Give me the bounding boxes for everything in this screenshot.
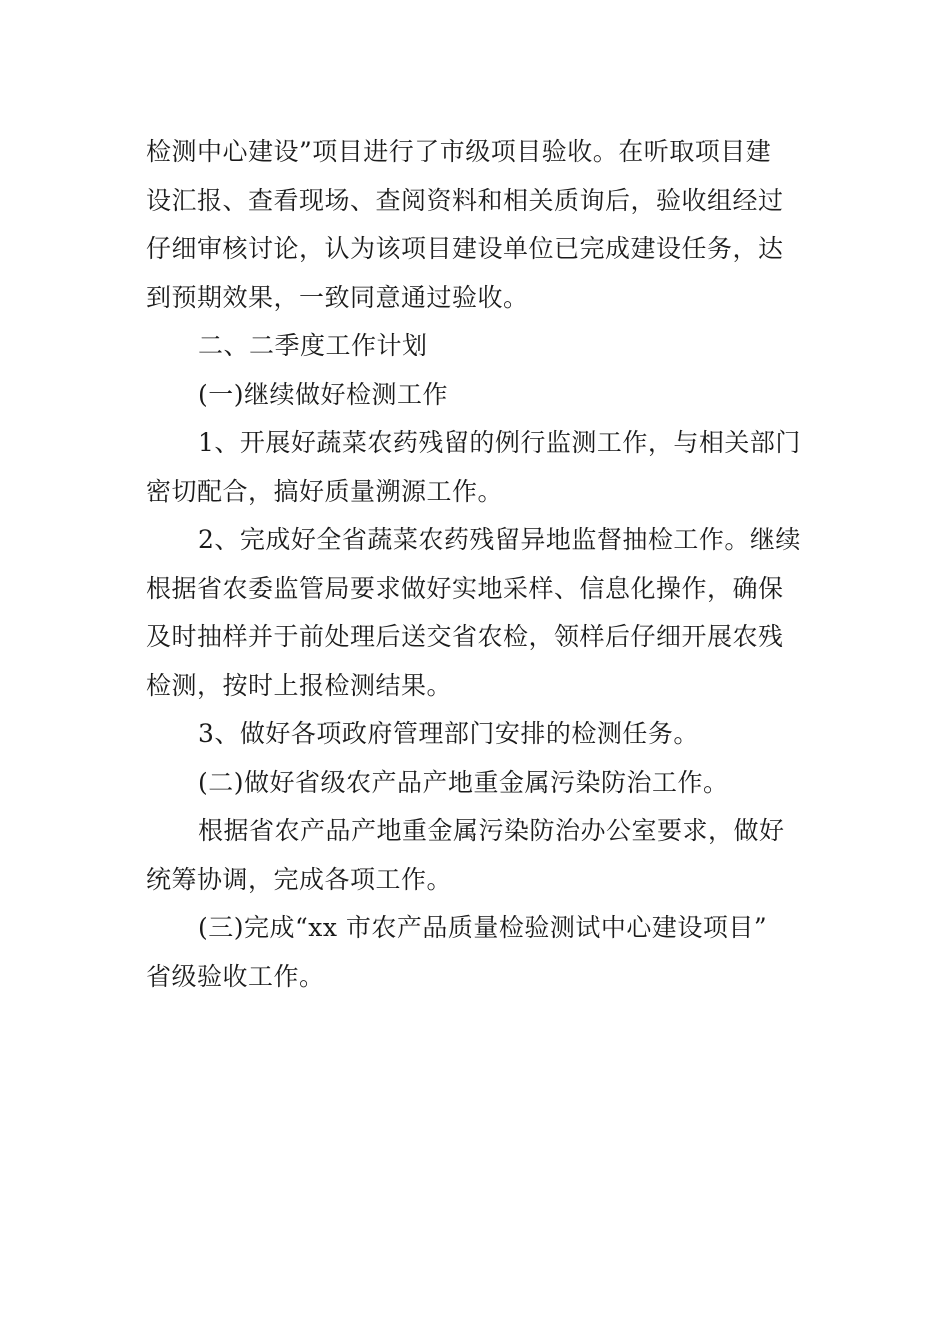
text-line: 1、开展好蔬菜农药残留的例行监测工作，与相关部门 — [198, 428, 801, 457]
text-line: 2、完成好全省蔬菜农药残留异地监督抽检工作。继续 — [198, 525, 801, 554]
text-line: 省级验收工作。 — [146, 961, 325, 991]
text-line: 统筹协调，完成各项工作。 — [146, 864, 453, 894]
text-line: 根据省农产品产地重金属污染防治办公室要求，做好 — [198, 816, 785, 845]
text-line: 密切配合，搞好质量溯源工作。 — [146, 476, 504, 506]
subsection-heading: (二)做好省级农产品产地重金属污染防治工作。 — [198, 767, 729, 797]
subsection-heading: (三)完成“xx 市农产品质量检验测试中心建设项目” — [198, 913, 768, 942]
text-line: 根据省农委监管局要求做好实地采样、信息化操作，确保 — [146, 573, 784, 603]
text-line: 仔细审核讨论，认为该项目建设单位已完成建设任务，达 — [146, 234, 784, 263]
section-heading: 二、二季度工作计划 — [198, 331, 428, 360]
text-line: 及时抽样并于前处理后送交省农检，领样后仔细开展农残 — [146, 622, 784, 651]
subsection-heading: (一)继续做好检测工作 — [198, 379, 449, 409]
text-line: 3、做好各项政府管理部门安排的检测任务。 — [198, 719, 699, 748]
text-line: 检测中心建设”项目进行了市级项目验收。在听取项目建 — [146, 137, 772, 166]
text-line: 检测，按时上报检测结果。 — [146, 670, 453, 700]
document-page — [146, 128, 806, 1001]
text-line: 设汇报、查看现场、查阅资料和相关质询后，验收组经过 — [146, 185, 784, 215]
text-line: 到预期效果，一致同意通过验收。 — [146, 282, 529, 312]
